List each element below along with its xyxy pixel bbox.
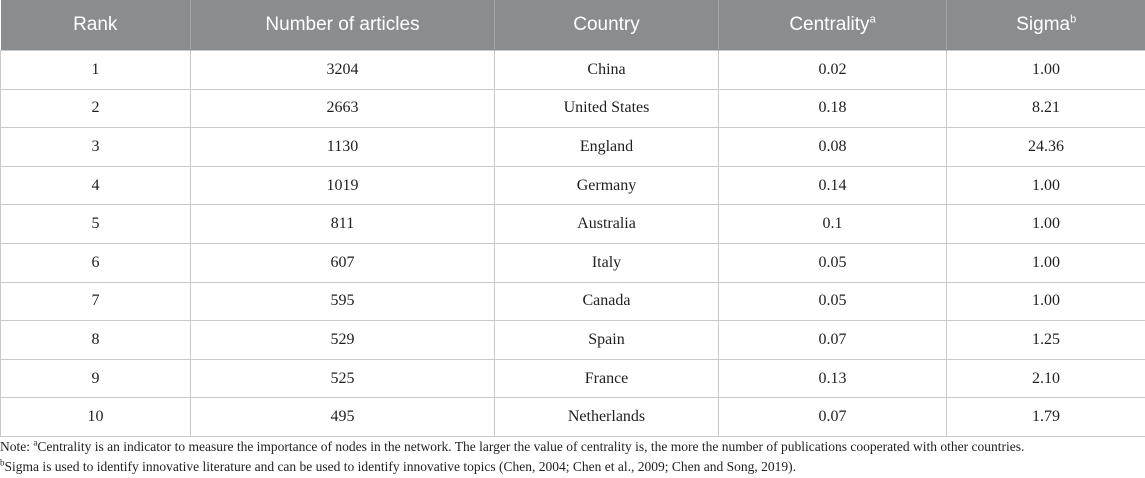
table-row [1, 398, 1145, 437]
cell-centrality: 0.02 [719, 51, 947, 90]
cell-centrality: 0.13 [719, 359, 947, 398]
table-row [1, 282, 1145, 321]
header-sigma: Sigma$^b$ [947, 0, 1145, 51]
cell-rank: 2 [1, 89, 191, 128]
table-row [1, 205, 1145, 244]
table-row [1, 51, 1145, 90]
cell-articles: 529 [191, 321, 495, 360]
footnote-marker-a: a [869, 13, 876, 26]
cell-centrality: 0.05 [719, 243, 947, 282]
cell-sigma: 24.36 [947, 128, 1145, 167]
header-centrality: Centrality$^a$ [719, 0, 947, 51]
cell-rank: 1 [1, 51, 191, 90]
cell-centrality: 0.07 [719, 398, 947, 437]
cell-sigma: 1.00 [947, 166, 1145, 205]
cell-sigma: 8.21 [947, 89, 1145, 128]
cell-centrality: 0.08 [719, 128, 947, 167]
cell-rank: 6 [1, 243, 191, 282]
cell-country: Italy [495, 243, 719, 282]
table-body [1, 51, 1145, 437]
cell-rank: 5 [1, 205, 191, 244]
cell-country: France [495, 359, 719, 398]
cell-articles: 2663 [191, 89, 495, 128]
footnote-b-marker: b [0, 457, 5, 468]
cell-rank: 7 [1, 282, 191, 321]
cell-articles: 595 [191, 282, 495, 321]
cell-centrality: 0.18 [719, 89, 947, 128]
footnote-b-text: Sigma is used to identify innovative literature and can be used to identify innovative topics (Chen, 2004; Chen et al., 2009; Chen and Song, 2019). [4, 459, 796, 474]
cell-country: China [495, 51, 719, 90]
footnote-a [0, 437, 1145, 457]
table-row [1, 243, 1145, 282]
table-row [1, 89, 1145, 128]
cell-rank: 9 [1, 359, 191, 398]
cell-articles: 607 [191, 243, 495, 282]
table-header [1, 0, 1145, 51]
cell-sigma: 1.79 [947, 398, 1145, 437]
cell-rank: 8 [1, 321, 191, 360]
cell-sigma: 1.00 [947, 282, 1145, 321]
header-row [1, 0, 1145, 51]
cell-country: Spain [495, 321, 719, 360]
cell-sigma: 1.00 [947, 51, 1145, 90]
footnote-a-marker: a [33, 437, 38, 448]
cell-country: Netherlands [495, 398, 719, 437]
header-number-of-articles: Number of articles [191, 0, 495, 51]
cell-centrality: 0.1 [719, 205, 947, 244]
footnote-marker-b: b [1070, 13, 1077, 26]
cell-centrality: 0.14 [719, 166, 947, 205]
cell-centrality: 0.05 [719, 282, 947, 321]
cell-country: England [495, 128, 719, 167]
cell-country: Germany [495, 166, 719, 205]
cell-country: United States [495, 89, 719, 128]
cell-centrality: 0.07 [719, 321, 947, 360]
cell-articles: 495 [191, 398, 495, 437]
header-rank: Rank [1, 0, 191, 51]
footnote-b [0, 457, 1145, 477]
cell-sigma: 1.00 [947, 243, 1145, 282]
note-prefix: Note: [0, 439, 34, 454]
cell-sigma: 1.00 [947, 205, 1145, 244]
cell-rank: 10 [1, 398, 191, 437]
table-footnotes [0, 437, 1145, 477]
table-row [1, 166, 1145, 205]
cell-articles: 525 [191, 359, 495, 398]
cell-rank: 4 [1, 166, 191, 205]
header-country: Country [495, 0, 719, 51]
cell-country: Australia [495, 205, 719, 244]
cell-sigma: 1.25 [947, 321, 1145, 360]
cell-rank: 3 [1, 128, 191, 167]
cell-sigma: 2.10 [947, 359, 1145, 398]
table-row [1, 128, 1145, 167]
table-row [1, 321, 1145, 360]
cell-articles: 1019 [191, 166, 495, 205]
cell-articles: 1130 [191, 128, 495, 167]
cell-country: Canada [495, 282, 719, 321]
cell-articles: 3204 [191, 51, 495, 90]
table-row [1, 359, 1145, 398]
footnote-a-text: Centrality is an indicator to measure the importance of nodes in the network. The larger the value of centrality is, the more the number of publications cooperated with other countries. [37, 439, 1025, 454]
cell-articles: 811 [191, 205, 495, 244]
